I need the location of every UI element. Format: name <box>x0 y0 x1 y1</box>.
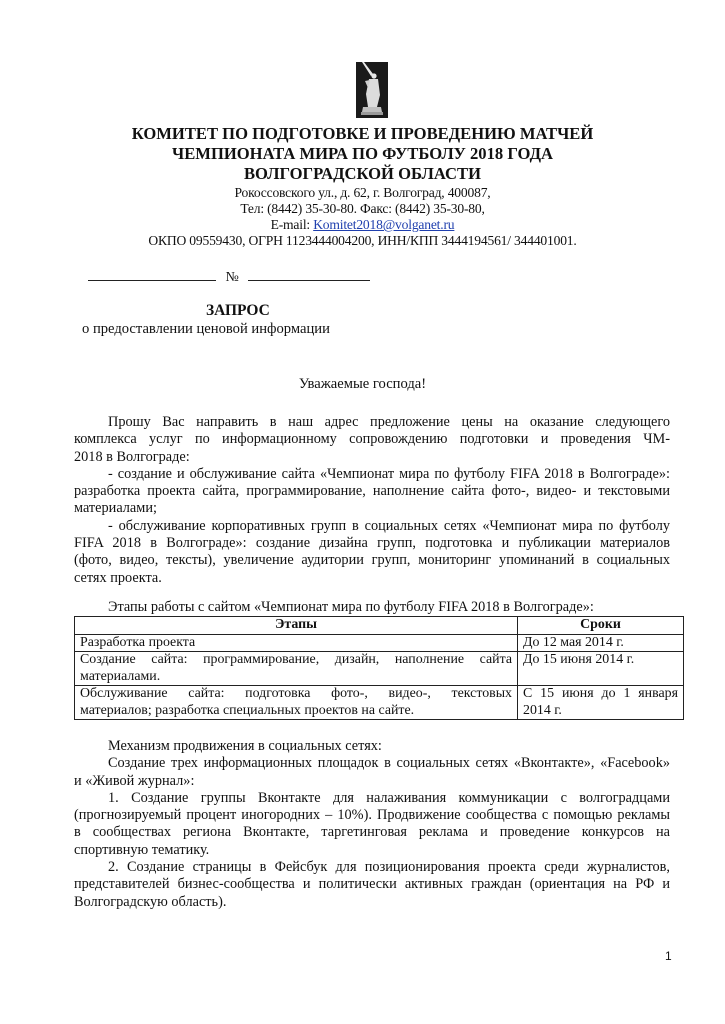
email-link[interactable]: Komitet2018@volganet.ru <box>313 217 455 232</box>
table-header-row <box>75 617 684 635</box>
body-line: Прошу Вас направить в наш адрес предложение цены на оказание следующего <box>108 414 670 430</box>
phone-fax: Тел: (8442) 35-30-80. Факс: (8442) 35-30-80, <box>240 201 485 216</box>
body-line: комплекса услуг по информационному сопровождению подготовки и проведения ЧМ- <box>74 431 670 448</box>
body-line: 1. Создание группы Вконтакте для налаживания коммуникации с волгоградцами <box>108 789 670 806</box>
term-cell <box>518 634 684 652</box>
body-line: - обслуживание корпоративных групп в социальных сетях «Чемпионат мира по футболу <box>108 517 670 534</box>
body-line: - создание и обслуживание сайта «Чемпионат мира по футболу FIFA 2018 в Волгограде»: <box>108 465 670 482</box>
coat-of-arms-emblem <box>356 62 388 118</box>
stages-caption-text: Этапы работы с сайтом «Чемпионат мира по футболу FIFA 2018 в Волгограде»: <box>108 599 594 615</box>
request-subtitle: о предоставлении ценовой информации <box>82 321 330 337</box>
column-header-terms: Сроки <box>518 617 684 635</box>
table-row <box>75 652 684 686</box>
body-line: 2018 в Волгограде: <box>74 448 190 465</box>
committee-name-line-1: КОМИТЕТ ПО ПОДГОТОВКЕ И ПРОВЕДЕНИЮ МАТЧЕЙ <box>131 124 594 143</box>
body-line: спортивную тематику. <box>74 841 210 858</box>
stage-cell <box>75 686 518 720</box>
body-line: FIFA 2018 в Волгограде»: создание дизайна групп, подготовка и публикации материалов <box>74 535 670 552</box>
email-label: E-mail: <box>270 217 314 232</box>
body-line: сетях проекта. <box>74 569 162 586</box>
stage-text: Создание сайта: программирование, дизайн, наполнение сайта <box>80 652 512 667</box>
number-sign: № <box>225 270 239 285</box>
body-line: 2. Создание страницы в Фейсбук для позиционирования проекта среди журналистов, <box>108 859 670 876</box>
body-line: представителей бизнес-сообщества и политически активных граждан (ориентация на РФ и <box>74 876 670 893</box>
stage-cell <box>75 652 518 686</box>
table-row <box>75 634 684 652</box>
page-number: 1 <box>665 949 672 963</box>
term-cell <box>518 652 684 686</box>
body-line: материалами; <box>74 500 157 517</box>
body-line: (фото, видео, тексты), увеличение аудитории групп, мониторинг упоминаний в социальных <box>74 552 670 569</box>
request-title: ЗАПРОС <box>206 302 270 319</box>
table-row <box>75 686 684 720</box>
number-blank-line <box>248 266 370 281</box>
stage-text: материалов; разработка специальных проектов на сайте. <box>80 702 415 718</box>
stages-caption <box>74 599 670 616</box>
body-line: Волгоградскую область). <box>74 893 227 910</box>
term-text: С 15 июня до 1 января <box>523 686 678 701</box>
term-cell <box>518 686 684 720</box>
stage-cell <box>75 634 518 652</box>
greeting: Уважаемые господа! <box>298 376 427 392</box>
address: Рокоссовского ул., д. 62, г. Волгоград, 400087, <box>234 185 491 200</box>
body-line: разработка проекта сайта, программирование, наполнение сайта фото-, видео- и текстовыми <box>74 483 670 500</box>
term-text: 2014 г. <box>523 702 562 718</box>
email-line <box>0 217 725 233</box>
body-line: и «Живой журнал»: <box>74 772 195 789</box>
stages-table <box>74 616 684 720</box>
term-text: До 12 мая 2014 г. <box>523 634 624 650</box>
body-line: (прогнозируемый процент иногородних – 10%). Продвижение сообщества с помощью рекламы <box>74 807 670 824</box>
committee-name-line-2: ЧЕМПИОНАТА МИРА ПО ФУТБОЛУ 2018 ГОДА <box>172 144 553 163</box>
registration-number-line <box>88 266 370 286</box>
date-blank-line <box>88 266 216 281</box>
registry-codes: ОКПО 09559430, ОГРН 1123444004200, ИНН/КПП 3444194561/ 344401001. <box>148 233 577 248</box>
stage-text: Обслуживание сайта: подготовка фото-, видео-, текстовых <box>80 686 512 701</box>
column-header-stages: Этапы <box>75 617 518 635</box>
committee-name-line-3: ВОЛГОГРАДСКОЙ ОБЛАСТИ <box>243 164 482 183</box>
promotion-section <box>74 738 670 911</box>
stage-text: материалами. <box>80 668 161 684</box>
body-line: Создание трех информационных площадок в социальных сетях «Вконтакте», «Facebook» <box>108 755 670 772</box>
body-line: в сообществах региона Вконтакте, таргетинговая реклама и проведение конкурсов на <box>74 824 670 841</box>
stage-text: Разработка проекта <box>80 634 196 650</box>
term-text: До 15 июня 2014 г. <box>523 652 635 667</box>
request-body <box>74 414 670 587</box>
body-line: Механизм продвижения в социальных сетях: <box>108 738 382 754</box>
